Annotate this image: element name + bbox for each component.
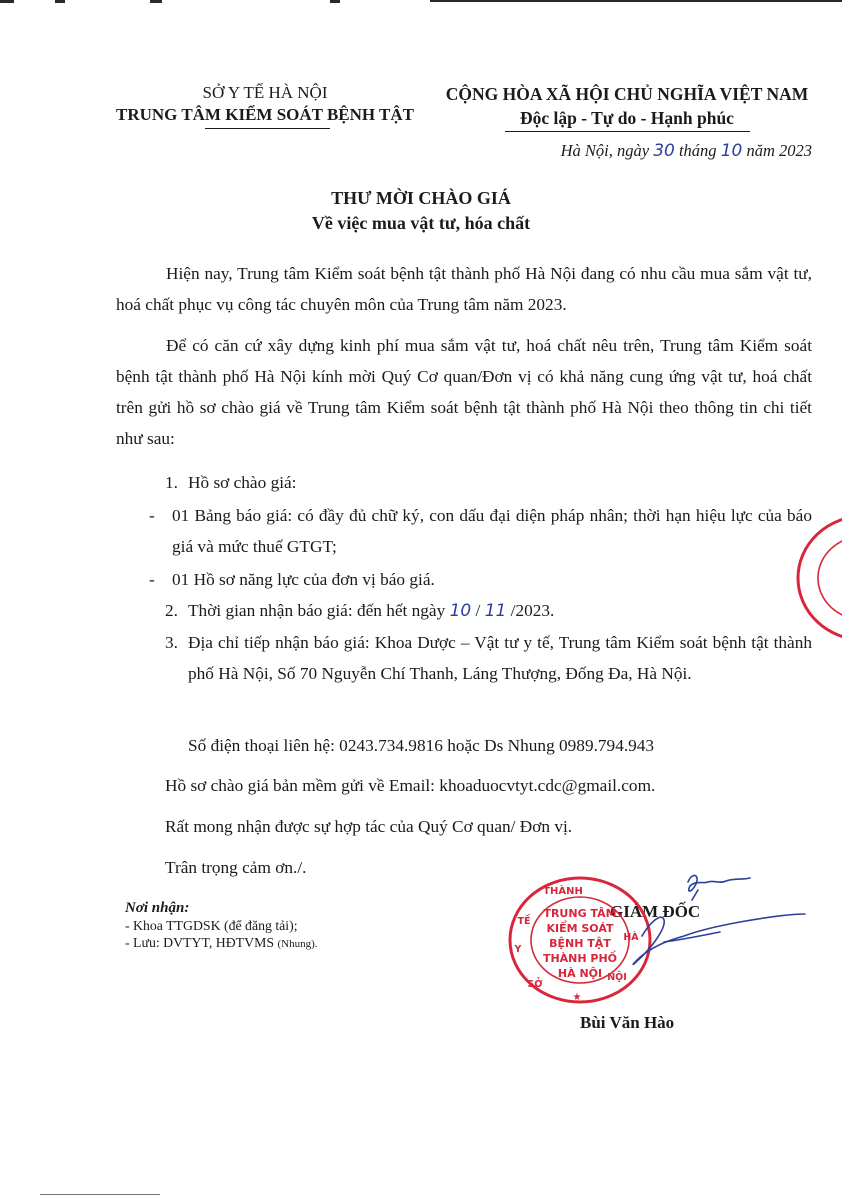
handwritten-signature	[600, 870, 810, 1010]
edge-seal-stamp	[792, 512, 842, 644]
national-motto-block	[440, 82, 814, 130]
dash-bullet: -	[149, 570, 155, 589]
date-year: năm 2023	[746, 141, 812, 160]
country-name: CỘNG HÒA XÃ HỘI CHỦ NGHĨA VIỆT NAM	[445, 84, 809, 104]
scan-mark	[0, 0, 14, 3]
signatory-title: GIÁM ĐỐC	[610, 902, 701, 921]
scan-mark	[40, 1194, 160, 1195]
stamp-arc-right: HÀ	[623, 932, 639, 943]
signatory-name: Bùi Văn Hào	[580, 1013, 675, 1032]
stamp-line-1: TRUNG TÂM	[543, 907, 617, 920]
email-line: Hồ sơ chào giá bản mềm gửi về Email: khoaduocvtyt.cdc@gmail.com.	[165, 776, 656, 795]
item-2-number: 2.	[165, 601, 178, 620]
closing-thanks: Trân trọng cảm ơn./.	[165, 858, 307, 877]
document-subject: Về việc mua vật tư, hóa chất	[311, 213, 531, 233]
item-1-number: 1.	[165, 473, 178, 492]
deadline-day: 10	[449, 601, 472, 621]
scan-mark	[150, 0, 162, 3]
item-1-text: Hồ sơ chào giá:	[188, 473, 297, 492]
paragraph-intro: Hiện nay, Trung tâm Kiểm soát bệnh tật thành phố Hà Nội đang có nhu cầu mua sắm vật tư, hoá chất phục vụ công tác chuyên môn của Trung tâm năm 2023.	[116, 264, 812, 314]
stamp-line-5: HÀ NỘI	[557, 967, 603, 980]
stamp-line-3: BỆNH TẬT	[549, 937, 611, 950]
deadline-month: 11	[484, 601, 507, 621]
scan-mark	[330, 0, 340, 3]
dash-bullet: -	[149, 506, 155, 525]
stamp-line-4: THÀNH PHỐ	[542, 952, 618, 965]
stamp-line-2: KIỂM SOÁT	[546, 922, 614, 935]
scan-mark	[55, 0, 65, 3]
item-2-text: Thời gian nhận báo giá: đến hết ngày 10 / 11 /2023.	[188, 601, 555, 621]
deadline-year: /2023.	[510, 601, 555, 620]
stamp-arc-left: TẾ	[517, 916, 531, 927]
motto: Độc lập - Tự do - Hạnh phúc	[520, 108, 734, 128]
stamp-arc-top: THÀNH	[543, 886, 583, 897]
phone-line: Số điện thoại liên hệ: 0243.734.9816 hoặc Ds Nhung 0989.794.943	[188, 736, 655, 755]
item-3-text: Địa chỉ tiếp nhận báo giá: Khoa Dược – Vật tư y tế, Trung tâm Kiểm soát bệnh tật thành phố Hà Nội, Số 70 Nguyễn Chí Thanh, Láng Thượng, Đống Đa, Hà Nội.	[188, 633, 812, 683]
dash-item-quote-table: 01 Bảng báo giá: có đầy đủ chữ ký, con dấu đại diện pháp nhân; thời hạn hiệu lực của báo giá và mức thuế GTGT;	[172, 506, 812, 556]
date-month-label: tháng	[678, 141, 717, 160]
stamp-arc-left-3: SỞ	[527, 979, 543, 990]
date-prefix: Hà Nội, ngày	[560, 141, 650, 160]
motto-underline	[505, 131, 750, 132]
item-3-number: 3.	[165, 633, 178, 652]
date-month: 10	[720, 141, 743, 161]
recipient-2-text: - Lưu: DVTYT, HĐTVMS	[125, 935, 275, 950]
stamp-arc-left-2: Y	[514, 944, 522, 955]
paragraph-invitation: Để có căn cứ xây dựng kinh phí mua sắm vật tư, hoá chất nêu trên, Trung tâm Kiểm soát bệnh tật thành phố Hà Nội kính mời Quý Cơ quan/Đơn vị có khả năng cung ứng vật tư, hoá chất trên gửi hồ sơ chào giá về Trung tâm Kiểm soát bệnh tật thành phố Hà Nội theo thông tin chi tiết như sau:	[116, 336, 812, 448]
issuer-name: TRUNG TÂM KIỂM SOÁT BỆNH TẬT	[115, 105, 415, 124]
deadline-label: Thời gian nhận báo giá: đến hết ngày	[188, 601, 446, 620]
recipient-1: - Khoa TTGDSK (để đăng tải);	[125, 918, 298, 933]
issuer-parent: SỞ Y TẾ HÀ NỘI	[202, 83, 328, 102]
issuer-block	[100, 82, 430, 126]
document-title: THƯ MỜI CHÀO GIÁ	[331, 188, 511, 208]
stamp-star-icon: ★	[572, 992, 582, 1003]
recipients-heading: Nơi nhận:	[125, 900, 190, 916]
scan-mark	[430, 0, 842, 2]
stamp-arc-right-2: NỘI	[607, 972, 627, 983]
recipient-2-note: (Nhung).	[277, 938, 318, 950]
issuer-underline	[205, 128, 330, 129]
closing-request: Rất mong nhận được sự hợp tác của Quý Cơ quan/ Đơn vị.	[165, 817, 573, 836]
dash-item-capability: 01 Hồ sơ năng lực của đơn vị báo giá.	[172, 570, 435, 589]
date-line	[561, 141, 812, 161]
date-day: 30	[653, 141, 675, 161]
recipient-2	[125, 935, 318, 951]
